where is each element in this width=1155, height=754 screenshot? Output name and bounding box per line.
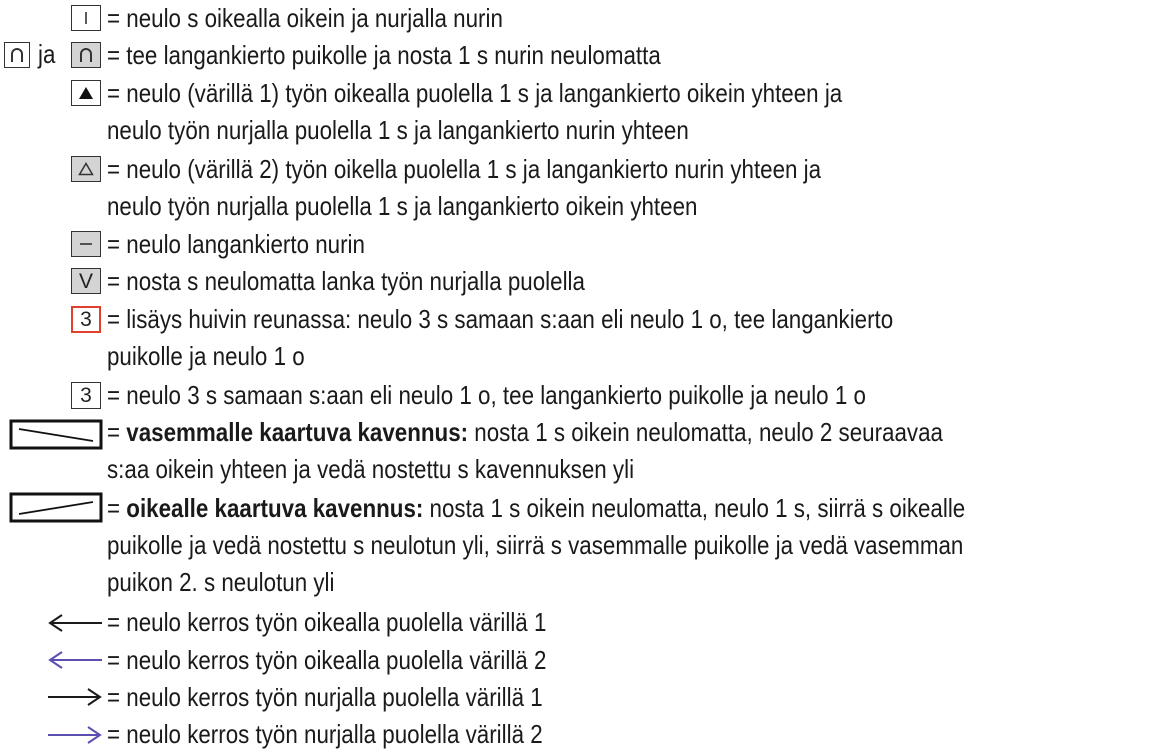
legend-text: = neulo 3 s samaan s:aan eli neulo 1 o, tee langankierto puikolle ja neulo 1 o — [107, 380, 866, 410]
legend-text: = neulo kerros työn oikealla puolella värillä 2 — [107, 645, 547, 675]
legend-entry-row-ws-color1 — [107, 679, 543, 716]
legend-entry-row-rs-color2 — [107, 642, 546, 679]
legend-text: puikon 2. s neulotun yli — [107, 567, 335, 597]
legend-text: = neulo (värillä 2) työn oikella puolella 1 s ja langankierto nurin yhteen ja — [107, 154, 822, 184]
legend-text: = neulo langankierto nurin — [107, 229, 365, 259]
increase-3-icon — [71, 382, 101, 409]
legend-entry-right-decrease — [107, 490, 965, 601]
increase-3-label: 3 — [80, 308, 92, 331]
legend-entry-brioche-color1 — [107, 75, 842, 149]
right-leaning-decrease-icon — [9, 492, 103, 524]
legend-text: neulo työn nurjalla puolella 1 s ja langankierto nurin yhteen — [107, 115, 689, 145]
legend-bold-term: vasemmalle kaartuva kavennus: — [126, 417, 469, 447]
legend-text: puikolle ja vedä nostettu s neulotun yli, siirrä s vasemmalle puikolle ja vedä vasemman — [107, 530, 964, 560]
legend-text: = nosta s neulomatta lanka työn nurjalla puolella — [107, 266, 585, 296]
legend-text: = tee langankierto puikolle ja nosta 1 s nurin neulomatta — [107, 40, 661, 70]
increase-3-label: 3 — [80, 384, 92, 407]
knit-stitch-box-icon — [71, 5, 101, 31]
legend-entry-left-decrease — [107, 414, 943, 488]
legend-entry-increase — [107, 377, 866, 414]
legend-text: nosta 1 s oikein neulomatta, neulo 1 s, siirrä s oikealle — [423, 493, 966, 523]
legend-text: = lisäys huivin reunassa: neulo 3 s samaan s:aan eli neulo 1 o, tee langankierto — [107, 304, 894, 334]
legend-text: = neulo (värillä 1) työn oikealla puolella 1 s ja langankierto oikein yhteen ja — [107, 78, 843, 108]
arrow-right-color2-icon — [46, 724, 104, 746]
legend-text: neulo työn nurjalla puolella 1 s ja langankierto oikein yhteen — [107, 191, 698, 221]
legend-text: = neulo s oikealla oikein ja nurjalla nurin — [107, 3, 503, 33]
arrow-right-color1-icon — [46, 686, 104, 708]
edge-increase-3-icon — [71, 306, 101, 333]
legend-text: = neulo kerros työn nurjalla puolella värillä 2 — [107, 719, 543, 749]
legend-entry-yarnover-slip — [107, 37, 661, 74]
legend-entry-knit — [107, 0, 503, 37]
yarnover-slip-grey-icon — [71, 42, 101, 68]
legend-text: = neulo kerros työn oikealla puolella värillä 1 — [107, 607, 547, 637]
legend-text: puikolle ja neulo 1 o — [107, 341, 305, 371]
outline-triangle-icon — [71, 156, 101, 182]
yarnover-slip-icon — [4, 42, 30, 68]
legend-prefix: = — [107, 493, 127, 523]
legend-entry-brioche-color2 — [107, 151, 821, 225]
legend-text: nosta 1 s oikein neulomatta, neulo 2 seuraavaa — [468, 417, 943, 447]
slip-v-label: V — [78, 269, 93, 293]
legend-text: s:aa oikein yhteen ja vedä nostettu s kavennuksen yli — [107, 454, 635, 484]
filled-triangle-icon — [71, 80, 101, 106]
legend-text: = neulo kerros työn nurjalla puolella värillä 1 — [107, 682, 543, 712]
legend-entry-row-ws-color2 — [107, 716, 543, 753]
left-leaning-decrease-icon — [9, 419, 103, 451]
slip-stitch-v-icon — [71, 268, 101, 294]
legend-entry-row-rs-color1 — [107, 604, 546, 641]
arrow-left-color1-icon — [46, 612, 104, 634]
ja-connector: ja — [38, 39, 56, 69]
legend-bold-term: oikealle kaartuva kavennus: — [126, 493, 424, 523]
legend-entry-slip — [107, 263, 585, 300]
legend-prefix: = — [107, 417, 127, 447]
legend-entry-edge-increase — [107, 301, 893, 375]
arrow-left-color2-icon — [46, 649, 104, 671]
purl-dash-icon — [71, 231, 101, 257]
legend-entry-purl-yarnover — [107, 226, 365, 263]
